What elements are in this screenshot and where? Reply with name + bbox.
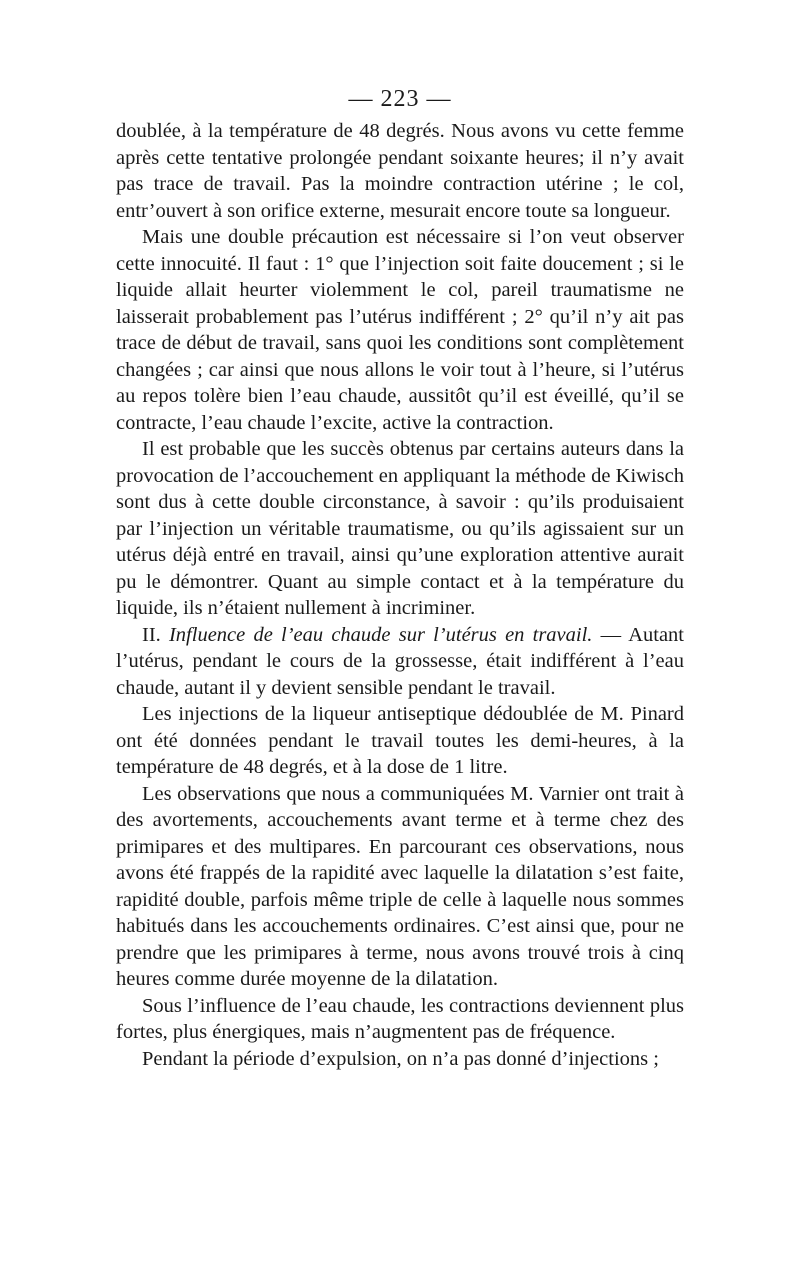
section-text: — Autant l’utérus, pendant le cours de la grossesse, était indifférent à l’eau chaude, autant il y devient sensible pendant le travail. [116, 623, 684, 699]
section-heading-paragraph [116, 622, 684, 702]
paragraph-6: Les observations que nous a communiquées M. Varnier ont trait à des avortements, accouchements avant terme et à terme chez des primipares et des multipares. En parcourant ces observations, nous avons été frappés de la rapidité avec laquelle la dilatation s’est faite, rapidité double, parfois même triple de celle à laquelle nous sommes habitués dans les accouchements ordinaires. C’est ainsi que, pour ne prendre que les primipares à terme, nous avons trouvé trois à cinq heures comme durée moyenne de la dilatation. [116, 782, 684, 990]
paragraph-1: doublée, à la température de 48 degrés. Nous avons vu cette femme après cette tentative prolongée pendant soixante heures; il n’y avait pas trace de travail. Pas la moindre contraction utérine ; le col, entr’ouvert à son orifice externe, mesurait encore toute sa longueur. [116, 120, 684, 222]
body-text [116, 118, 684, 1072]
section-number: II. [142, 623, 169, 646]
page-number: — 223 — [348, 86, 452, 112]
section-title: Influence de l’eau chaude sur l’utérus en travail. [168, 623, 593, 646]
paragraph-3: Il est probable que les succès obtenus par certains auteurs dans la provocation de l’accouchement en appliquant la méthode de Kiwisch sont dus à cette double circonstance, à savoir : qu’ils produisaient par l’injection un véritable traumatisme, ou qu’ils agissaient sur un utérus déjà entré en travail, ainsi qu’une exploration attentive aurait pu le démontrer. Quant au simple contact et à la température du liquide, ils n’étaient nullement à incriminer. [116, 438, 684, 619]
paragraph-8: Pendant la période d’expulsion, on n’a pas donné d’injections ; [142, 1047, 659, 1070]
paragraph-2: Mais une double précaution est nécessaire si l’on veut observer cette innocuité. Il faut : 1° que l’injection soit faite doucement ; si le liquide allait heurter violemment le col, pareil traumatisme ne laisserait probablement pas l’utérus indifférent ; 2° qu’il n’y ait pas trace de début de travail, sans quoi les conditions sont complètement changées ; car ainsi que nous allons le voir tout à l’heure, si l’utérus au repos tolère bien l’eau chaude, aussitôt qu’il est éveillé, qu’il se contracte, l’eau chaude l’excite, active la contraction. [116, 226, 684, 434]
paragraph-5: Les injections de la liqueur antiseptique dédoublée de M. Pinard ont été données pendant le travail toutes les demi-heures, à la température de 48 degrés, et à la dose de 1 litre. [116, 703, 684, 778]
paragraph-7: Sous l’influence de l’eau chaude, les contractions deviennent plus fortes, plus énergiques, mais n’augmentent pas de fréquence. [116, 994, 684, 1043]
